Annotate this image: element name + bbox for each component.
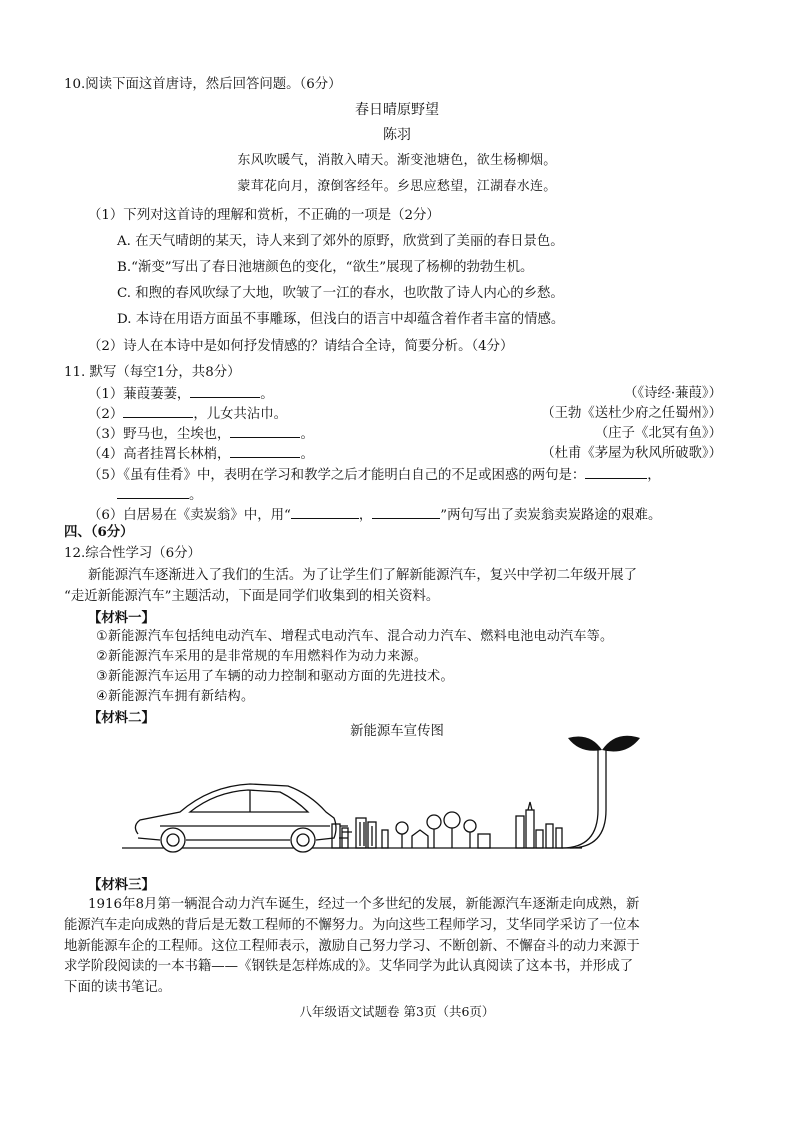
- page-footer: 八年级语文试题卷 第3页（共6页）: [299, 1004, 495, 1019]
- material-1-item-1: ①新能源汽车包括纯电动汽车、增程式电动汽车、混合动力汽车、燃料电池电动汽车等。: [96, 629, 614, 644]
- answer-blank[interactable]: [230, 425, 300, 438]
- answer-blank[interactable]: [585, 466, 647, 479]
- material-3-line-3: 地新能源车企的工程师。这位工程师表示，激励自己努力学习、不断创新、不懈奋斗的动力来源于: [64, 939, 640, 954]
- poem-line-2: 蒙茸花向月，潦倒客经年。乡思应愁望，江湖春水连。: [237, 179, 557, 194]
- material-2-title: 【材料二】: [88, 710, 155, 726]
- poem-author: 陈羽: [383, 127, 411, 143]
- material-3-line-4: 求学阶段阅读的一本书籍——《钢铁是怎样炼成的》。艾华同学为此认真阅读了这本书，并形成了: [64, 959, 634, 974]
- q12-intro-line-2: “走近新能源汽车”主题活动，下面是同学们收集到的相关资料。: [64, 589, 440, 604]
- q11-item-5-mid: ，: [647, 468, 661, 483]
- q11-item-3-pre: （3）野马也，尘埃也，: [88, 427, 231, 442]
- q10-sub2: （2）诗人在本诗中是如何抒发情感的？请结合全诗，简要分析。（4分）: [88, 339, 514, 354]
- q11-item-4: [88, 445, 314, 464]
- q11-item-5-text: （5）《虽有佳肴》中，表明在学习和教学之后才能明白自己的不足或困惑的两句是：: [88, 468, 586, 483]
- q11-item-5-cont: [117, 486, 202, 505]
- q10-option-a: A. 在天气晴朗的某天，诗人来到了郊外的原野，欣赏到了美丽的春日景色。: [117, 234, 564, 249]
- answer-blank[interactable]: [123, 405, 193, 418]
- q11-item-6-mid: ，: [358, 508, 373, 523]
- q11-item-2: [88, 405, 287, 424]
- material-1-title: 【材料一】: [88, 610, 155, 626]
- q11-item-6-pre: （6）白居易在《卖炭翁》中，用“: [88, 508, 291, 523]
- new-energy-car-illustration: [120, 730, 680, 860]
- q11-item-3: [88, 425, 314, 444]
- q10-option-d: D. 本诗在用语方面虽不事雕琢，但浅白的语言中却蕴含着作者丰富的情感。: [117, 312, 565, 327]
- q11-item-5: [88, 466, 661, 485]
- q11-item-1: [88, 385, 274, 404]
- answer-blank[interactable]: [291, 506, 359, 519]
- material-3-line-1: 1916年8月第一辆混合动力汽车诞生，经过一个多世纪的发展，新能源汽车逐渐走向成熟，新: [88, 897, 640, 912]
- q11-item-6: [88, 506, 661, 525]
- poem-title: 春日晴原野望: [355, 102, 439, 118]
- q11-item-2-source: （王勃《送杜少府之任蜀州》）: [541, 406, 722, 421]
- q11-item-1-post: 。: [260, 387, 274, 402]
- q11-item-2-post: ，儿女共沾巾。: [193, 407, 288, 422]
- q10-sub1: （1）下列对这首诗的理解和赏析，不正确的一项是（2分）: [88, 208, 440, 223]
- q11-item-3-post: 。: [300, 427, 314, 442]
- section-4-header: 四、（6分）: [64, 524, 134, 540]
- answer-blank[interactable]: [190, 385, 260, 398]
- q11-header: 11. 默写（每空1分，共8分）: [64, 365, 241, 380]
- q11-item-4-post: 。: [300, 447, 314, 462]
- material-3-line-2: 能源汽车走向成熟的背后是无数工程师的不懈努力。为向这些工程师学习，艾华同学采访了一位本: [64, 918, 640, 933]
- q11-item-6-post: ”两句写出了卖炭翁卖炭路途的艰难。: [440, 508, 662, 523]
- q11-item-3-source: （庄子《北冥有鱼》）: [594, 426, 722, 441]
- q11-item-4-source: （杜甫《茅屋为秋风所破歌》）: [541, 446, 722, 461]
- material-1-item-4: ④新能源汽车拥有新结构。: [96, 689, 255, 704]
- q10-option-b: B.“渐变”写出了春日池塘颜色的变化，“欲生”展现了杨柳的勃勃生机。: [117, 260, 534, 275]
- q11-item-5-end: 。: [189, 488, 203, 503]
- q11-item-4-pre: （4）高者挂罥长林梢，: [88, 447, 231, 462]
- q11-item-2-pre: （2）: [88, 407, 124, 422]
- material-1-item-2: ②新能源汽车采用的是非常规的车用燃料作为动力来源。: [96, 649, 428, 664]
- answer-blank[interactable]: [117, 486, 189, 499]
- q12-header: 12.综合性学习（6分）: [64, 546, 201, 561]
- material-1-item-3: ③新能源汽车运用了车辆的动力控制和驱动方面的先进技术。: [96, 669, 454, 684]
- material-3-title: 【材料三】: [88, 877, 155, 893]
- q12-intro-line-1: 新能源汽车逐渐进入了我们的生活。为了让学生们了解新能源汽车，复兴中学初二年级开展了: [88, 568, 638, 583]
- material-3-line-5: 下面的读书笔记。: [64, 980, 172, 995]
- q10-option-c: C. 和煦的春风吹绿了大地，吹皱了一江的春水，也吹散了诗人内心的乡愁。: [117, 286, 564, 301]
- q10-header: 10.阅读下面这首唐诗，然后回答问题。（6分）: [64, 77, 342, 92]
- answer-blank[interactable]: [372, 506, 440, 519]
- q11-item-1-source: （《诗经·蒹葭》）: [624, 386, 722, 401]
- poem-line-1: 东风吹暖气，消散入晴天。渐变池塘色，欲生杨柳烟。: [237, 153, 557, 168]
- q11-item-1-pre: （1）蒹葭萋萋，: [88, 387, 191, 402]
- material-2-caption: 新能源车宣传图: [350, 724, 444, 739]
- answer-blank[interactable]: [230, 445, 300, 458]
